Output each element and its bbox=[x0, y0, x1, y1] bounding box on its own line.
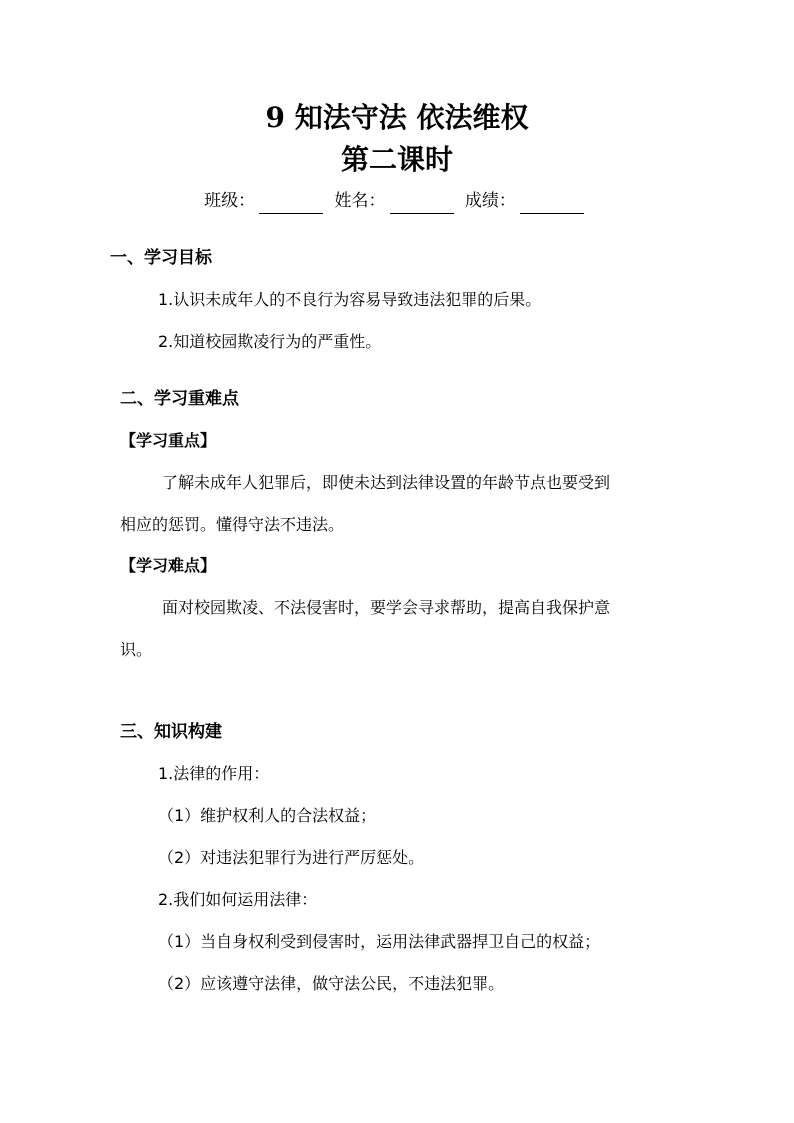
section-heading-knowledge: 三、知识构建 bbox=[120, 722, 222, 742]
section-heading-objectives: 一、学习目标 bbox=[110, 248, 212, 268]
section-heading-key-difficult: 二、学习重难点 bbox=[120, 389, 239, 409]
student-info-line bbox=[0, 188, 794, 214]
key-point-text: 相应的惩罚。懂得守法不违法。 bbox=[120, 515, 345, 534]
objective-item: 1.认识未成年人的不良行为容易导致违法犯罪的后果。 bbox=[158, 290, 542, 309]
knowledge-item: （1）维护权利人的合法权益； bbox=[158, 806, 377, 825]
key-point-label: 【学习重点】 bbox=[120, 431, 217, 450]
knowledge-group-title: 1.法律的作用： bbox=[158, 764, 270, 783]
knowledge-item: （1）当自身权利受到侵害时，运用法律武器捍卫自己的权益； bbox=[158, 932, 601, 951]
score-blank bbox=[520, 195, 584, 214]
key-point-text: 了解未成年人犯罪后，即使未达到法律设置的年龄节点也要受到 bbox=[162, 473, 611, 492]
difficult-point-text: 识。 bbox=[120, 640, 153, 659]
document-subtitle: 第二课时 bbox=[340, 143, 453, 176]
difficult-point-label: 【学习难点】 bbox=[120, 556, 217, 575]
score-label: 成绩： bbox=[464, 191, 516, 211]
document-title: 9 知法守法 依法维权 bbox=[265, 101, 529, 134]
class-blank bbox=[259, 195, 323, 214]
knowledge-group-title: 2.我们如何运用法律： bbox=[158, 890, 318, 909]
knowledge-item: （2）对违法犯罪行为进行严厉惩处。 bbox=[158, 848, 425, 867]
objective-item: 2.知道校园欺凌行为的严重性。 bbox=[158, 332, 382, 351]
class-label: 班级： bbox=[204, 191, 256, 211]
name-blank bbox=[390, 195, 454, 214]
difficult-point-text: 面对校园欺凌、不法侵害时，要学会寻求帮助，提高自我保护意 bbox=[162, 598, 611, 617]
knowledge-item: （2）应该遵守法律，做守法公民，不违法犯罪。 bbox=[158, 974, 505, 993]
name-label: 姓名： bbox=[334, 191, 386, 211]
